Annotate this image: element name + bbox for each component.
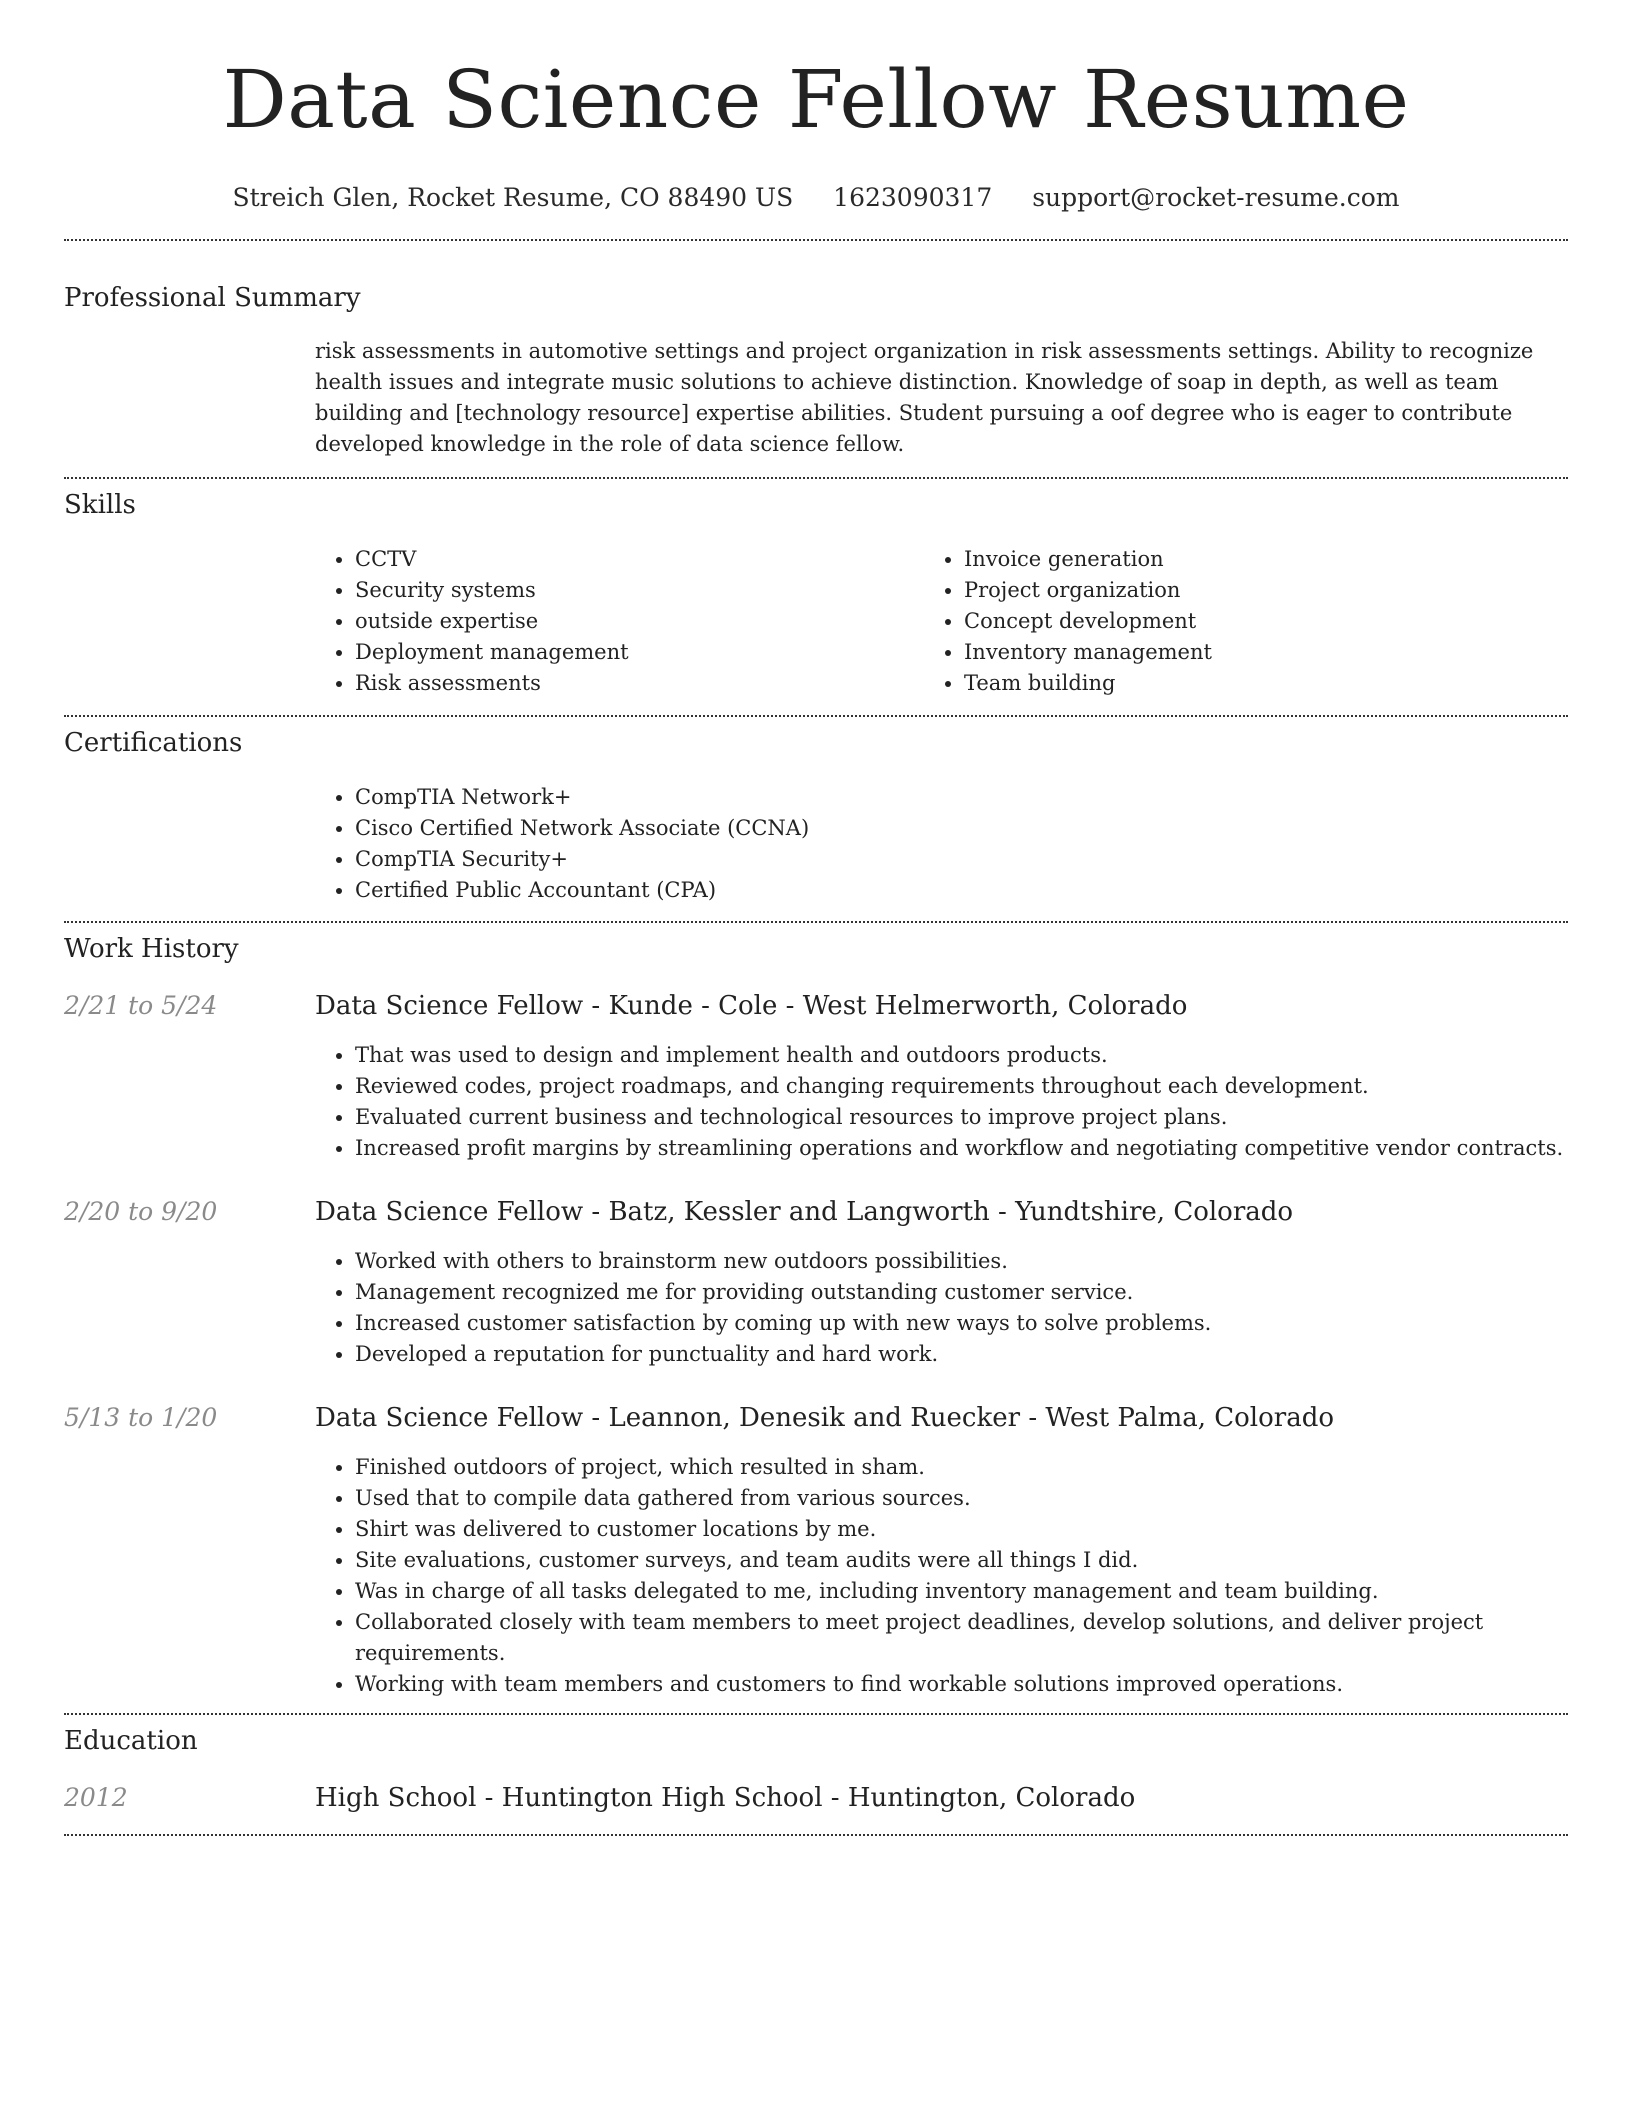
summary-heading: Professional Summary — [64, 283, 361, 313]
work-history-heading: Work History — [64, 934, 239, 964]
resume-header — [0, 0, 1632, 214]
skill-item: • Invoice generation — [964, 544, 1560, 575]
job-bullet: • Worked with others to brainstorm new outdoors possibilities. — [355, 1246, 1564, 1277]
job-dates: 2/20 to 9/20 — [64, 1197, 218, 1226]
skill-item: • Project organization — [964, 575, 1560, 606]
skill-item: • Concept development — [964, 606, 1560, 637]
certification-item: • Certified Public Accountant (CPA) — [355, 875, 1561, 906]
education-entry: High School - Huntington High School - Huntington, Colorado — [315, 1783, 1136, 1813]
section-divider — [64, 1713, 1568, 1715]
job-bullet: • Was in charge of all tasks delegated to me, including inventory management and team building. — [355, 1576, 1564, 1607]
section-divider — [64, 239, 1568, 241]
skills-column-right — [920, 544, 1560, 699]
section-divider — [64, 1834, 1568, 1836]
certification-item: • CompTIA Network+ — [355, 782, 1561, 813]
section-divider — [64, 921, 1568, 923]
job-dates: 5/13 to 1/20 — [64, 1403, 218, 1432]
contact-address: Streich Glen, Rocket Resume, CO 88490 US — [232, 183, 794, 212]
job-bullets — [311, 1452, 1564, 1700]
certification-item: • Cisco Certified Network Associate (CCNA) — [355, 813, 1561, 844]
contact-line — [0, 182, 1632, 214]
job-bullet: • Working with team members and customers to find workable solutions improved operations. — [355, 1669, 1564, 1700]
job-title: Data Science Fellow - Batz, Kessler and Langworth - Yundtshire, Colorado — [315, 1197, 1294, 1227]
skill-item: • Inventory management — [964, 637, 1560, 668]
job-bullet: • That was used to design and implement health and outdoors products. — [355, 1040, 1564, 1071]
job-bullet: • Site evaluations, customer surveys, and team audits were all things I did. — [355, 1545, 1564, 1576]
job-bullet: • Developed a reputation for punctuality and hard work. — [355, 1339, 1564, 1370]
section-divider — [64, 477, 1568, 479]
skill-item: • Risk assessments — [355, 668, 911, 699]
certifications-list — [311, 782, 1561, 906]
job-title: Data Science Fellow - Leannon, Denesik and Ruecker - West Palma, Colorado — [315, 1403, 1334, 1433]
job-bullet: • Collaborated closely with team members to meet project deadlines, develop solutions, and deliver project requirements. — [355, 1607, 1564, 1669]
job-bullet: • Shirt was delivered to customer locations by me. — [355, 1514, 1564, 1545]
education-heading: Education — [64, 1726, 198, 1756]
contact-phone: 1623090317 — [833, 183, 993, 212]
job-bullet: • Management recognized me for providing outstanding customer service. — [355, 1277, 1564, 1308]
job-bullet: • Increased profit margins by streamlining operations and workflow and negotiating competitive vendor contracts. — [355, 1133, 1564, 1164]
certifications-heading: Certifications — [64, 728, 243, 758]
summary-text: risk assessments in automotive settings and project organization in risk assessments settings. Ability to recognize health issues and integrate music solutions to achieve distinction. Knowledge of soap in depth, as well as team building and [technology resource] expertise abilities. Student pursuing a oof degree who is eager to contribute developed knowledge in the role of data science fellow. — [315, 339, 1534, 456]
skill-item: • Security systems — [355, 575, 911, 606]
job-bullet: • Reviewed codes, project roadmaps, and changing requirements throughout each development. — [355, 1071, 1564, 1102]
contact-email: support@rocket-resume.com — [1032, 183, 1400, 212]
resume-title: Data Science Fellow Resume — [222, 53, 1410, 146]
job-bullet: • Finished outdoors of project, which resulted in sham. — [355, 1452, 1564, 1483]
skill-item: • outside expertise — [355, 606, 911, 637]
job-title: Data Science Fellow - Kunde - Cole - West Helmerworth, Colorado — [315, 991, 1188, 1021]
section-divider — [64, 715, 1568, 717]
skill-item: • Team building — [964, 668, 1560, 699]
skills-column-left — [311, 544, 911, 699]
certification-item: • CompTIA Security+ — [355, 844, 1561, 875]
job-dates: 2/21 to 5/24 — [64, 991, 218, 1020]
job-bullet: • Increased customer satisfaction by coming up with new ways to solve problems. — [355, 1308, 1564, 1339]
education-dates: 2012 — [64, 1783, 128, 1812]
job-bullet: • Evaluated current business and technological resources to improve project plans. — [355, 1102, 1564, 1133]
skills-heading: Skills — [64, 490, 136, 520]
job-bullet: • Used that to compile data gathered from various sources. — [355, 1483, 1564, 1514]
skill-item: • Deployment management — [355, 637, 911, 668]
job-bullets — [311, 1246, 1564, 1370]
skill-item: • CCTV — [355, 544, 911, 575]
job-bullets — [311, 1040, 1564, 1164]
